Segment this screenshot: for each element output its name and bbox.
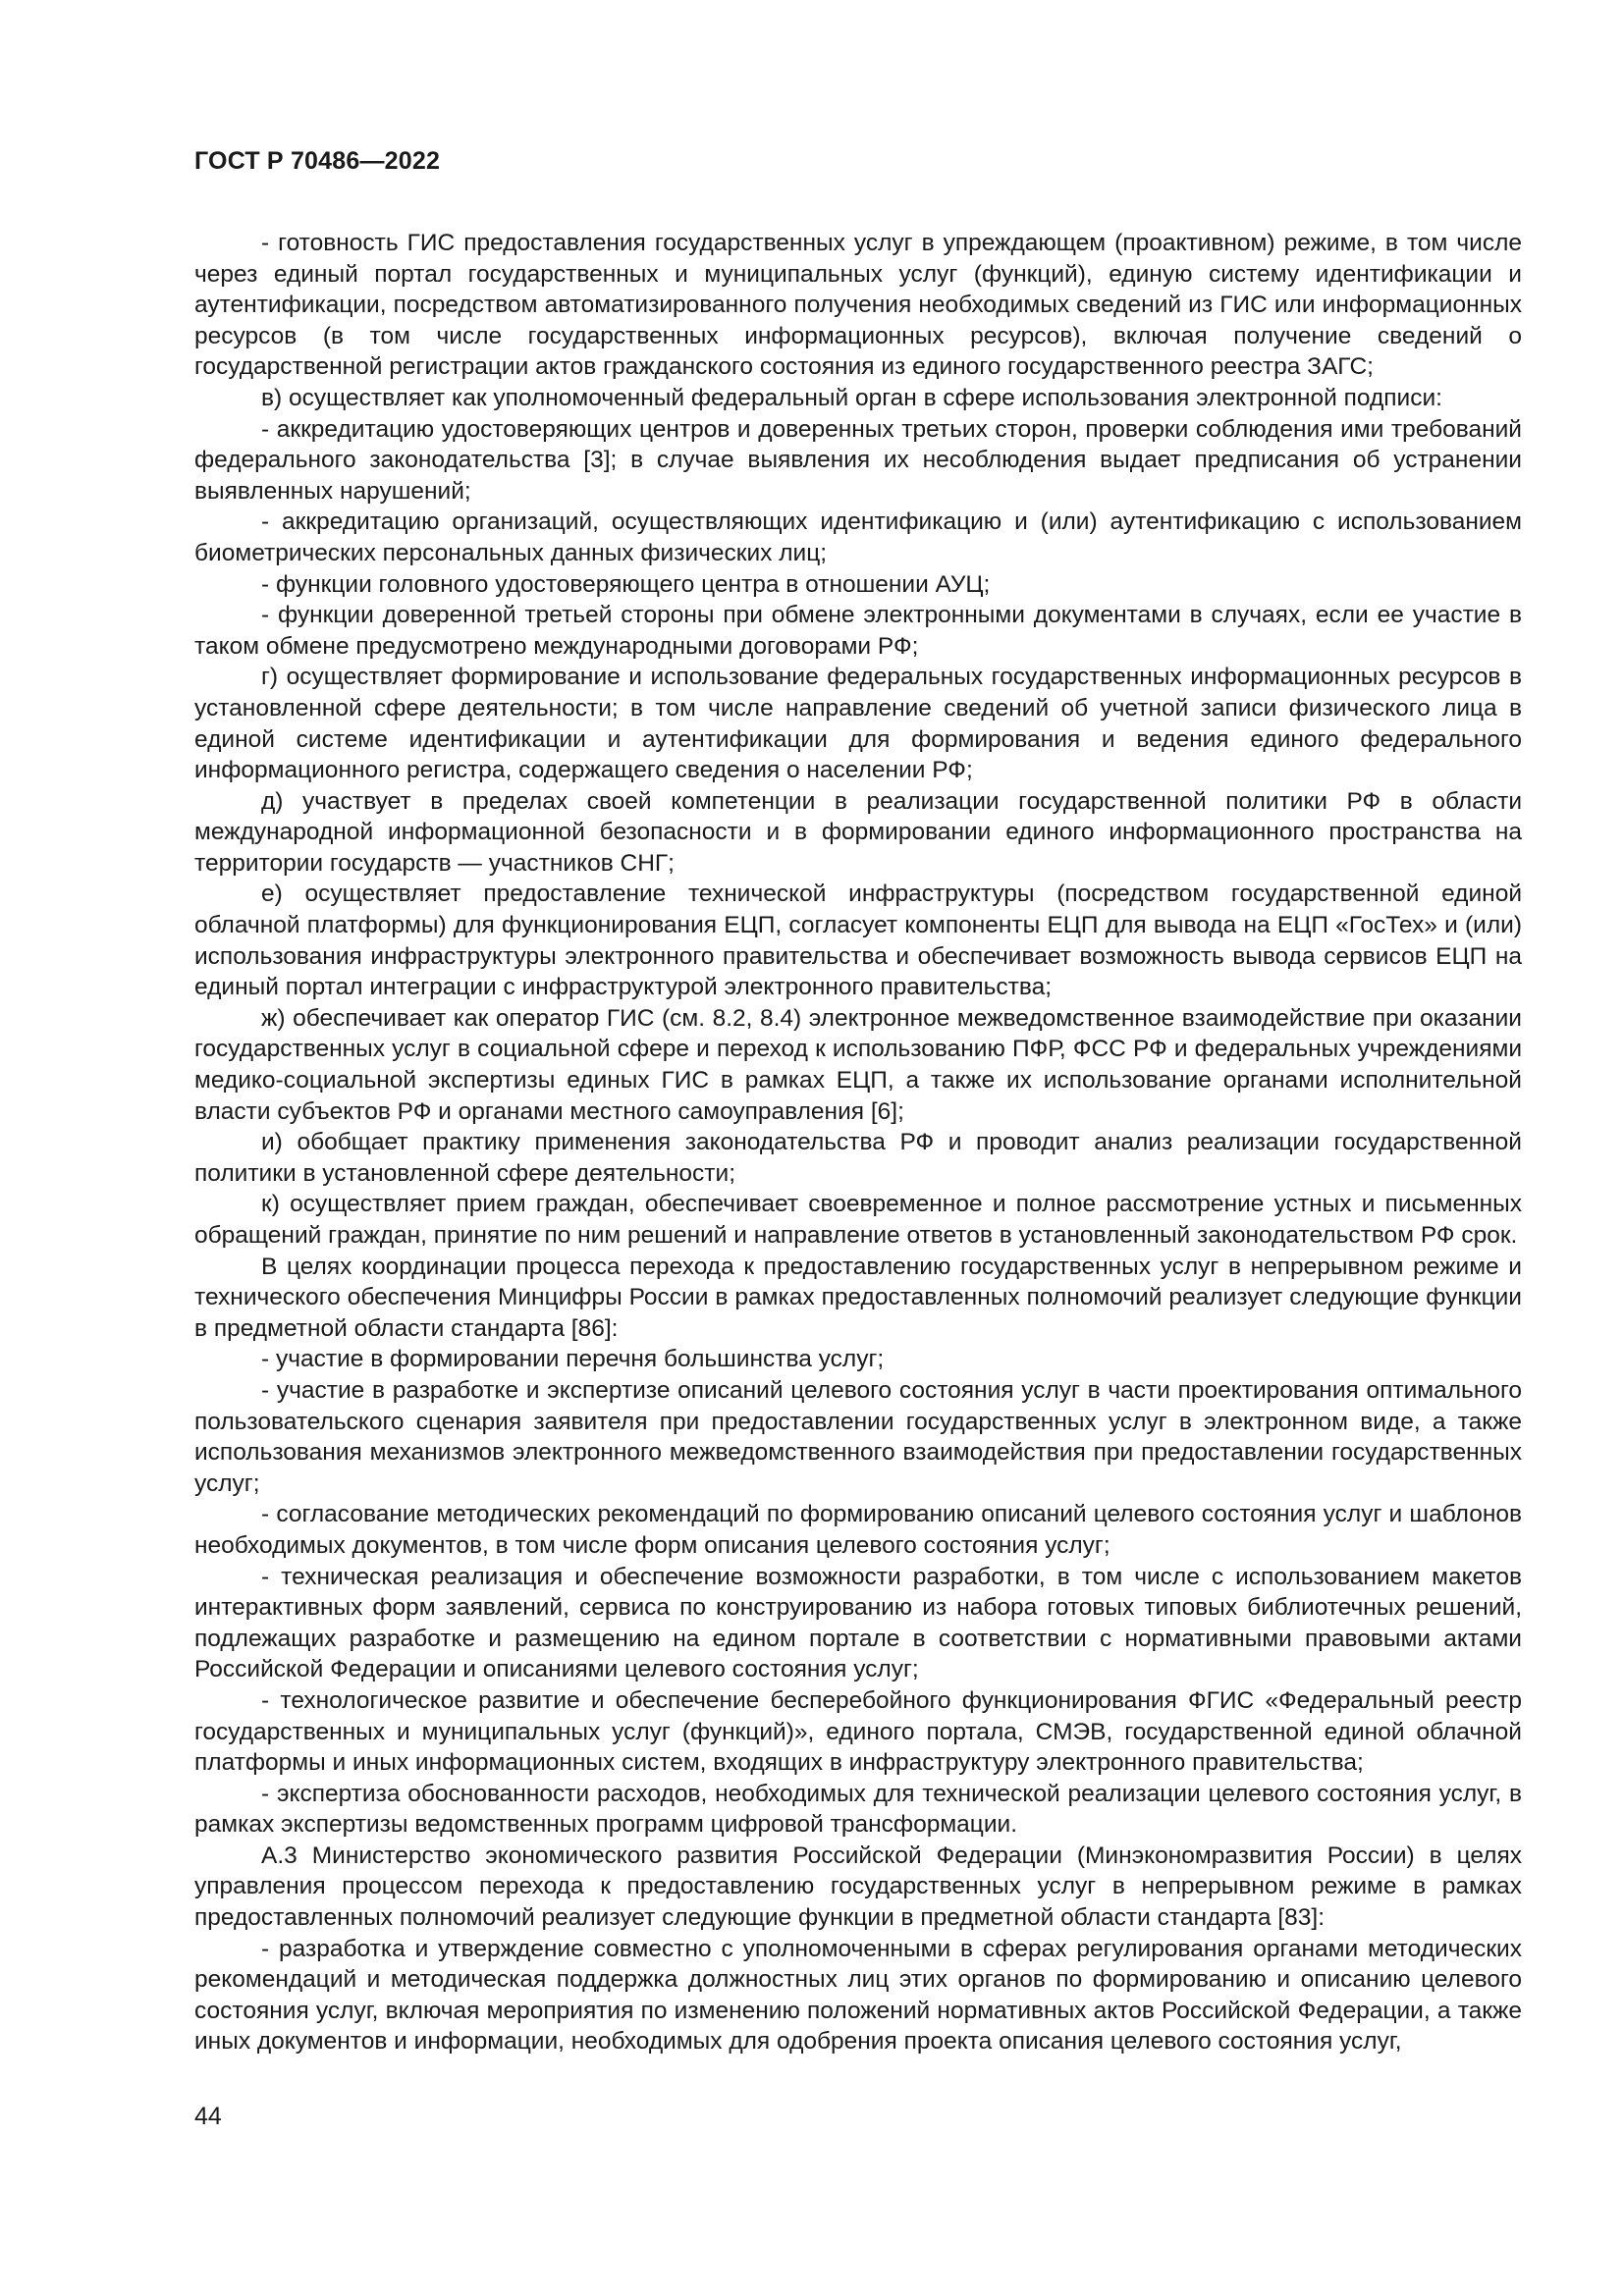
paragraph: А.3 Министерство экономического развития Российской Федерации (Минэкономразвития России) в целях управления процессом перехода к предоставлению государственных услуг в непрерывном режиме в рамках предоставленных полномочий реализует следующие функции в предметной области стандарта [83]: (194, 1842, 1522, 1932)
paragraph: д) участвует в пределах своей компетенции в реализации государственной политики РФ в области международной информационной безопасности и в формировании единого информационного пространства на территории государств — участников СНГ; (194, 787, 1522, 877)
paragraph: - технологическое развитие и обеспечение бесперебойного функционирования ФГИС «Федеральный реестр государственных и муниципальных услуг (функций)», единого портала, СМЭВ, государственной единой облачной платформы и иных информационных систем, входящих в инфраструктуру электронного правительства; (194, 1686, 1522, 1777)
paragraph: - функции головного удостоверяющего центра в отношении АУЦ; (261, 570, 991, 598)
paragraph: - готовность ГИС предоставления государственных услуг в упреждающем (проактивном) режиме, в том числе через единый портал государственных и муниципальных услуг (функций), единую систему идентификации и аутентификации, посредством автоматизированного получения необходимых сведений из ГИС или информационных ресурсов (в том числе государственных информационных ресурсов), включая получение сведений о государственной регистрации актов гражданского состояния из единого государственного реестра ЗАГС; (194, 230, 1522, 381)
document-body (194, 228, 1522, 2057)
paragraph: - участие в разработке и экспертизе описаний целевого состояния услуг в части проектирования оптимального пользовательского сценария заявителя при предоставлении государственных услуг в электронном виде, а также использования механизмов электронного межведомственного взаимодействия при предоставлении государственных услуг; (194, 1376, 1522, 1497)
paragraph: г) осуществляет формирование и использование федеральных государственных информационных ресурсов в установленной сфере деятельности; в том числе направление сведений об учетной записи физического лица в единой системе идентификации и аутентификации для формирования и ведения единого федерального информационного регистра, содержащего сведения о населении РФ; (194, 664, 1522, 784)
paragraph: - техническая реализация и обеспечение возможности разработки, в том числе с использованием макетов интерактивных форм заявлений, сервиса по конструированию из набора готовых типовых библиотечных решений, подлежащих разработке и размещению на едином портале в соответствии с нормативными правовыми актами Российской Федерации и описаниями целевого состояния услуг; (194, 1563, 1522, 1683)
paragraph: - разработка и утверждение совместно с уполномоченными в сферах регулирования органами методических рекомендаций и методическая поддержка должностных лиц этих органов по формированию и описанию целевого состояния услуг, включая мероприятия по изменению положений нормативных актов Российской Федерации, а также иных документов и информации, необходимых для одобрения проекта описания целевого состояния услуг, (194, 1935, 1522, 2056)
paragraph: - аккредитацию удостоверяющих центров и доверенных третьих сторон, проверки соблюдения ими требований федерального законодательства [3]; в случае выявления их несоблюдения выдает предписания об устранении выявленных нарушений; (194, 415, 1522, 505)
paragraph: - функции доверенной третьей стороны при обмене электронными документами в случаях, если ее участие в таком обмене предусмотрено международными договорами РФ; (194, 602, 1522, 660)
paragraph: - экспертиза обоснованности расходов, необходимых для технической реализации целевого состояния услуг, в рамках экспертизы ведомственных программ цифровой трансформации. (194, 1780, 1522, 1839)
paragraph: - аккредитацию организаций, осуществляющих идентификацию и (или) аутентификацию с использованием биометрических персональных данных физических лиц; (194, 508, 1522, 566)
paragraph: ж) обеспечивает как оператор ГИС (см. 8.2, 8.4) электронное межведомственное взаимодействие при оказании государственных услуг в социальной сфере и переход к использованию ПФР, ФСС РФ и федеральных учреждениями медико-социальной экспертизы единых ГИС в рамках ЕЦП, а также их использование органами исполнительной власти субъектов РФ и органами местного самоуправления [6]; (194, 1004, 1522, 1125)
paragraph: - согласование методических рекомендаций по формированию описаний целевого состояния услуг и шаблонов необходимых документов, в том числе форм описания целевого состояния услуг; (194, 1501, 1522, 1559)
page-number: 44 (194, 2103, 222, 2130)
paragraph: к) осуществляет прием граждан, обеспечивает своевременное и полное рассмотрение устных и письменных обращений граждан, принятие по ним решений и направление ответов в установленный законодательством РФ срок. (194, 1191, 1522, 1249)
paragraph: В целях координации процесса перехода к предоставлению государственных услуг в непрерывном режиме и технического обеспечения Минцифры России в рамках предоставленных полномочий реализует следующие функции в предметной области стандарта [86]: (194, 1253, 1522, 1342)
paragraph: и) обобщает практику применения законодательства РФ и проводит анализ реализации государственной политики в установленной сфере деятельности; (194, 1129, 1522, 1187)
paragraph: - участие в формировании перечня большинства услуг; (261, 1346, 885, 1373)
paragraph: е) осуществляет предоставление технической инфраструктуры (посредством государственной единой облачной платформы) для функционирования ЕЦП, согласует компоненты ЕЦП для вывода на ЕЦП «ГосТех» и (или) использования инфраструктуры электронного правительства и обеспечивает возможность вывода сервисов ЕЦП на единый портал интеграции с инфраструктурой электронного правительства; (194, 881, 1522, 1001)
paragraph: в) осуществляет как уполномоченный федеральный орган в сфере использования электронной подписи: (261, 384, 1442, 411)
document-header: ГОСТ Р 70486—2022 (194, 147, 441, 175)
